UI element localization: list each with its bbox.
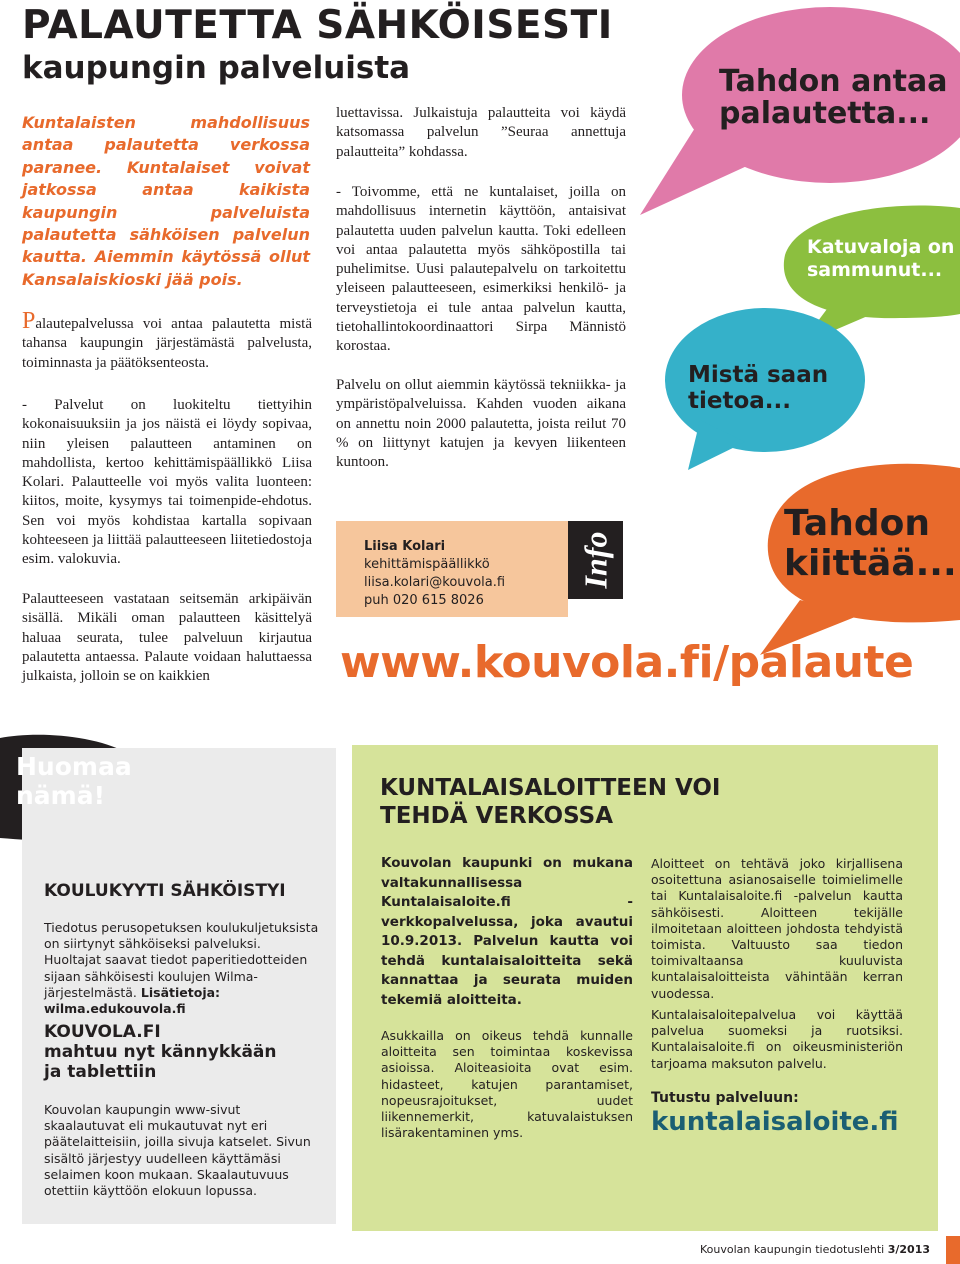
initiative-service-link[interactable]: kuntalaisaloite.fi (651, 1107, 899, 1137)
orange-bubble-text (784, 504, 957, 584)
mobile-site-heading-line3: ja tablettiin (44, 1062, 157, 1082)
col2-paragraph-1: luettavissa. Julkaistuja palautteita voi käydä katsomassa palvelun ”Seuraa annettuja palautteita” kohdassa. (336, 105, 626, 160)
orange-bubble-line1: Tahdon (784, 503, 930, 544)
green-bubble-text (807, 236, 954, 282)
pink-bubble-text (719, 66, 948, 130)
school-transport-link[interactable]: Lisätietoja: wilma.edukouvola.fi (44, 984, 221, 1017)
col2-paragraph-2: - Toivomme, että ne kuntalaiset, joilla on mahdollisuus internetin käyttöön, antaisivat palautetta uuden palvelun kautta. Toki edelleen voi antaa palautetta myös sähköpostilla tai puhelimitse. Uusi palautepalvelu on tarkoitettu yleiseen palautteeseen, esimerkiksi henkilö- ja terveystietoja ei tule antaa palvelun kautta, tietohallintokoordinaattori Sirpa Männistö korostaa. (336, 184, 626, 355)
citizen-initiative-heading (380, 774, 720, 830)
green-bubble-line1: Katuvaloja on (807, 236, 955, 258)
orange-bubble-line2: kiittää... (784, 543, 957, 584)
pink-bubble-line2: palautetta... (719, 96, 931, 131)
col2-paragraph-3: Palvelu on ollut aiemmin käytössä tekniikka- ja ympäristöpalveluissa. Kahden vuoden aikana on annettu noin 2000 palautetta, joista reilut 70 % on liittynyt katujen ja kevyen liikenteen kuntoon. (336, 377, 626, 471)
citizen-initiative-right-body-1: Aloitteet on tehtävä joko kirjallisena osoitettuna asianosaiselle toimielimelle tai Kuntalaisaloite.fi -palvelun kautta sähköisesti. Aloitteen tekijälle ilmoitetaan aloitteen johdosta tehdyistä toimista. Valtuusto saa tiedon toimivaltaansa kuuluvista kuntalaisaloitteista vähintään kerran vuodessa. (651, 856, 903, 1001)
try-service-label: Tutustu palveluun: (651, 1090, 799, 1106)
mobile-site-heading-line1: KOUVOLA.FI (44, 1022, 161, 1042)
contact-name: Liisa Kolari (364, 539, 446, 554)
blue-bubble-line1: Mistä saan (688, 362, 829, 388)
contact-role: kehittämispäällikkö (364, 557, 490, 572)
citizen-initiative-lead: Kouvolan kaupunki on mukana valtakunnallisessa Kuntalaisaloite.fi -verkkopalvelussa, joka avautui 10.9.2013. Palvelun kautta voi tehdä kuntalaisaloitteita sekä kannattaa ja seurata muiden tekemiä aloitteita. (381, 855, 633, 1008)
black-bubble-text (16, 752, 132, 810)
col1-paragraph-2: - Palvelut on luokiteltu tiettyihin kokonaisuuksiin ja jos näistä ei löydy sopivaa, niin yleisen palautteen antaminen on mahdollista, kertoo kehittämispäällikkö Liisa Kolari. Palautteelle voi myös valita luonteen: kiitos, moite, kysymys tai toimenpide-ehdotus. Sen voi myös kohdistaa kartalla sopivaan kohteeseen ja liittää palautteeseen liitetiedostoja esim. valokuvia. (22, 397, 312, 568)
green-bubble-line2: sammunut... (807, 259, 943, 281)
contact-email[interactable]: liisa.kolari@kouvola.fi (364, 575, 506, 590)
page-title: PALAUTETTA SÄHKÖISESTI (22, 3, 613, 48)
mobile-site-body: Kouvolan kaupungin www-sivut skaalautuvat eli mukautuvat nyt eri päätelaitteisiin, joilla sivuja katselet. Sivun sisältö järjestyy uudelleen käyttämäsi selaimen koon mukaan. Skaalautuvuus otettiin käyttöön elokuun lopussa. (44, 1102, 311, 1199)
blue-bubble-text (688, 362, 828, 414)
citizen-initiative-left-body: Asukkailla on oikeus tehdä kunnalle aloitteita sen toimintaa koskevissa asioissa. Aloiteasioita ovat esim. hidasteet, katujen parantamiset, nopeusrajoitukset, uudet liikennemerkit, katuvalaistuksen lisärakentaminen yms. (381, 1028, 633, 1141)
lead-paragraph: Kuntalaisten mahdollisuus antaa palautetta verkossa paranee. Kuntalaiset voivat jatkossa antaa kaikista kaupungin palveluista palautetta sähköisen palvelun kautta. Aiemmin käytössä ollut Kansalaiskioski jää pois. (22, 113, 310, 289)
pink-bubble-line1: Tahdon antaa (719, 64, 948, 99)
citizen-initiative-right-body-2: Kuntalaisaloitepalvelua voi käyttää palvelua suomeksi ja ruotsiksi. Kuntalaisaloite.fi on oikeusministeriön tarjoama maksuton palvelu. (651, 1007, 903, 1071)
citizen-initiative-heading-line1: KUNTALAISALOITTEEN VOI (380, 775, 721, 801)
contact-phone: puh 020 615 8026 (364, 593, 484, 608)
col1-paragraph-3: Palautteeseen vastataan seitsemän arkipäivän sisällä. Mikäli oman palautteen käsittelyä haluaa seurata, tulee palveluun kirjautua palautetta antaessa. Palaute voidaan haluttaessa julkaista, jolloin se on kaikkien (22, 591, 312, 685)
black-bubble-line1: Huomaa (16, 752, 132, 781)
footer-publication: Kouvolan kaupungin tiedotuslehti (700, 1243, 885, 1256)
black-bubble-line2: nämä! (16, 781, 105, 810)
school-transport-heading: KOULUKYYTI SÄHKÖISTYI (44, 881, 286, 901)
feedback-url[interactable]: www.kouvola.fi/palaute (340, 637, 914, 688)
mobile-site-heading (44, 1022, 277, 1082)
page-marker (946, 1236, 960, 1264)
page-subtitle: kaupungin palveluista (22, 50, 411, 86)
footer-issue: 3/2013 (887, 1243, 931, 1256)
blue-bubble-line2: tietoa... (688, 388, 792, 414)
info-tab-label: Info (577, 531, 613, 589)
col1-paragraph-1-text: alautepalvelussa voi antaa palautetta mistä tahansa kaupungin järjestämästä palvelusta, toiminnasta ja päätöksenteosta. (22, 316, 312, 371)
page-footer (700, 1243, 930, 1256)
mobile-site-heading-line2: mahtuu nyt kännykkään (44, 1042, 277, 1062)
school-transport-body (44, 920, 320, 1017)
school-transport-text: Tiedotus perusopetuksen koulukuljetuksista on siirtynyt sähköiseksi palveluksi. Huoltajat saavat tiedot paperitiedotteiden sijaan sähköisesti koulujen Wilma-järjestelmästä. (44, 920, 319, 1000)
citizen-initiative-heading-line2: TEHDÄ VERKOSSA (380, 803, 614, 829)
drop-cap: P (22, 308, 36, 334)
